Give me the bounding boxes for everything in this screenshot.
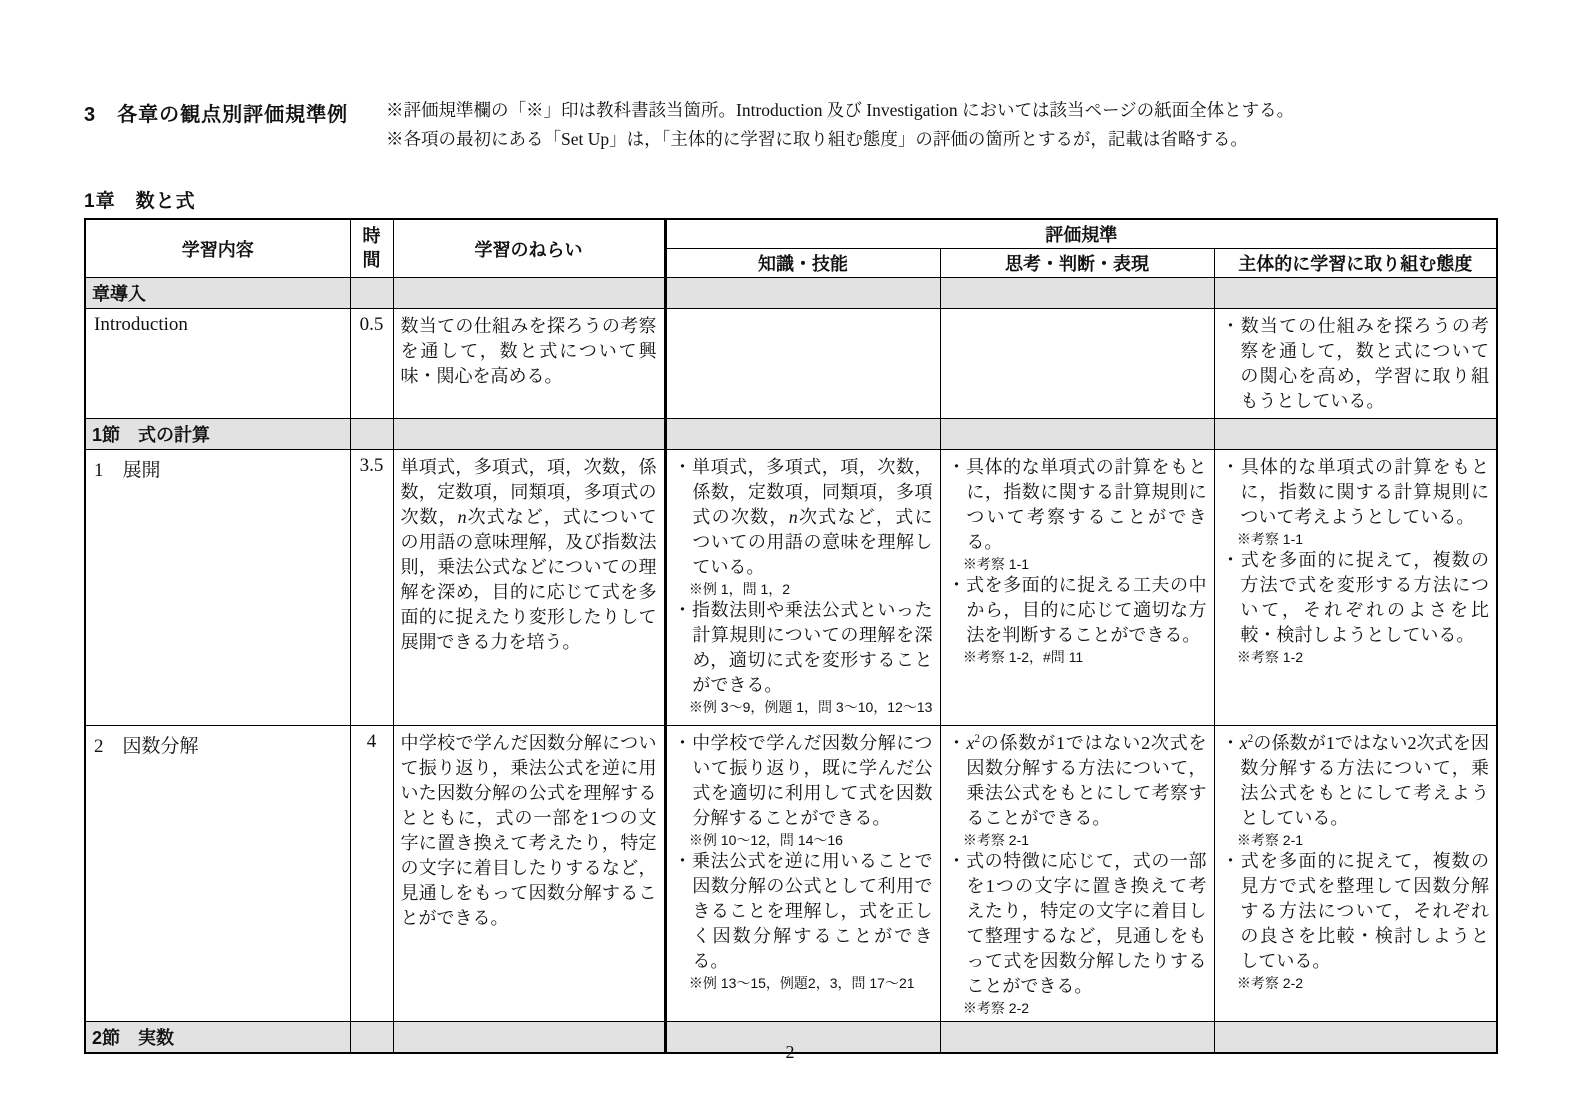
section-label: 章導入 xyxy=(85,278,350,309)
hours-label: 時間 xyxy=(362,226,381,270)
note-ref: ※考察 2-1 xyxy=(962,832,1030,848)
cell-knowledge-skills xyxy=(665,309,940,419)
section-label: 1節 式の計算 xyxy=(85,419,350,450)
bullet-text: ・式を多面的に捉える工夫の中から，目的に応じて適切な方法を判断することができる。 xyxy=(947,575,1207,645)
note-ref: ※例 1，問 1，2 xyxy=(688,581,791,597)
cell-hours: 0.5 xyxy=(350,309,393,419)
cell-thinking-judgment-expression xyxy=(940,278,1214,309)
header-notes xyxy=(386,96,1294,154)
col-header-knowledge-skills: 知識・技能 xyxy=(665,249,940,278)
note-line: ※各項の最初にある「Set Up」は，「主体的に学習に取り組む態度」の評価の箇所とするが，記載は省略する。 xyxy=(386,129,1248,149)
bullet-text: ・式を多面的に捉えて，複数の方法で式を変形する方法について，それぞれのよさを比較・検討しようとしている。 xyxy=(1221,550,1490,645)
bullet-text: ・単項式，多項式，項，次数，係数，定数項，同類項，多項式の次数，n次式など，式についての用語の意味を理解している。 xyxy=(673,457,933,577)
bullet-text: ・指数法則や乗法公式といった計算規則についての理解を深め，適切に式を変形することができる。 xyxy=(673,600,933,695)
note-ref: ※考察 1-1 xyxy=(962,556,1030,572)
section-row xyxy=(85,278,1497,309)
note-ref: ※例 13〜15，例題2，3，問 17〜21 xyxy=(688,975,915,991)
bullet-item xyxy=(1222,849,1490,992)
col-header-learning-content: 学習内容 xyxy=(85,219,350,278)
page-number: 2 xyxy=(785,1042,795,1062)
bullet-item xyxy=(1222,455,1490,548)
cell-hours: 3.5 xyxy=(350,450,393,726)
cell-hours: 4 xyxy=(350,726,393,1022)
bullet-item xyxy=(674,731,933,849)
cell-hours xyxy=(350,278,393,309)
cell-thinking-judgment-expression xyxy=(940,309,1214,419)
bullet-text: ・乗法公式を逆に用いることで因数分解の公式として利用できることを理解し，式を正しく因数分解することができる。 xyxy=(673,851,933,971)
bullet-item xyxy=(1222,731,1490,849)
bullet-text: ・数当ての仕組みを探ろうの考察を通して，数と式についての関心を高め，学習に取り組もうとしている。 xyxy=(1221,316,1490,411)
cell-thinking-judgment-expression xyxy=(940,419,1214,450)
section-row xyxy=(85,419,1497,450)
cell-learning-aim: 数当ての仕組みを探ろうの考察を通して，数と式について興味・関心を高める。 xyxy=(393,309,665,419)
page-title: 3 各章の観点別評価規準例 xyxy=(84,104,349,126)
bullet-text: ・$x^2$の係数が1ではない2次式を因数分解する方法について，乗法公式をもとにして考察することができる。 xyxy=(947,733,1207,828)
cell-learning-content: 1 展開 xyxy=(85,450,350,726)
cell-attitude xyxy=(1214,726,1497,1022)
cell-thinking-judgment-expression xyxy=(940,726,1214,1022)
cell-learning-content: 2 因数分解 xyxy=(85,726,350,1022)
bullet-item xyxy=(674,849,933,992)
cell-knowledge-skills xyxy=(665,419,940,450)
cell-attitude xyxy=(1214,419,1497,450)
note-ref: ※考察 1-2 xyxy=(1236,649,1304,665)
table-header xyxy=(85,219,1497,278)
bullet-item xyxy=(674,598,933,716)
cell-hours xyxy=(350,419,393,450)
cell-learning-aim: 単項式，多項式，項，次数，係数，定数項，同類項，多項式の次数，n次式など，式についての用語の意味理解，及び指数法則，乗法公式などについての理解を深め，目的に応じて式を多面的に捉えたり変形したりして展開できる力を培う。 xyxy=(393,450,665,726)
note-ref: ※考察 2-2 xyxy=(962,1000,1030,1016)
bullet-item xyxy=(1222,548,1490,666)
cell-knowledge-skills xyxy=(665,450,940,726)
evaluation-criteria-table xyxy=(84,218,1498,1054)
col-header-attitude: 主体的に学習に取り組む態度 xyxy=(1214,249,1497,278)
note-ref: ※例 10〜12，問 14〜16 xyxy=(688,832,843,848)
bullet-item xyxy=(1222,314,1490,414)
note-ref: ※例 3〜9，例題 1，問 3〜10，12〜13 xyxy=(688,699,933,715)
bullet-item xyxy=(948,849,1207,1017)
col-header-evaluation-criteria: 評価規準 xyxy=(665,219,1497,249)
bullet-item xyxy=(948,573,1207,666)
cell-learning-aim xyxy=(393,278,665,309)
bullet-text: ・具体的な単項式の計算をもとに，指数に関する計算規則について考えようとしている。 xyxy=(1221,457,1490,527)
table-body xyxy=(85,278,1497,1054)
cell-attitude xyxy=(1214,278,1497,309)
cell-learning-aim: 中学校で学んだ因数分解について振り返り，乗法公式を逆に用いた因数分解の公式を理解するとともに，式の一部を1つの文字に置き換えて考えたり，特定の文字に着目したりするなど，見通しをもって因数分解することができる。 xyxy=(393,726,665,1022)
cell-thinking-judgment-expression xyxy=(940,450,1214,726)
bullet-text: ・中学校で学んだ因数分解について振り返り，既に学んだ公式を適切に利用して式を因数分解することができる。 xyxy=(673,733,933,828)
cell-attitude xyxy=(1214,309,1497,419)
bullet-item xyxy=(674,455,933,598)
chapter-title: 1章 数と式 xyxy=(84,191,196,212)
col-header-hours xyxy=(350,219,393,278)
bullet-text: ・式を多面的に捉えて，複数の見方で式を整理して因数分解する方法について，それぞれの良さを比較・検討しようとしている。 xyxy=(1221,851,1490,971)
bullet-item xyxy=(948,455,1207,573)
document-header xyxy=(84,96,1496,154)
note-ref: ※考察 1-1 xyxy=(1236,531,1304,547)
content-row xyxy=(85,309,1497,419)
section-label: 2節 実数 xyxy=(85,1022,350,1054)
bullet-text: ・式の特徴に応じて，式の一部を1つの文字に置き換えて考えたり，特定の文字に着目して整理するなど，見通しをもって式を因数分解したりすることができる。 xyxy=(947,851,1207,996)
cell-knowledge-skills xyxy=(665,278,940,309)
note-ref: ※考察 1-2，#問 11 xyxy=(962,649,1084,665)
bullet-text: ・具体的な単項式の計算をもとに，指数に関する計算規則について考察することができる。 xyxy=(947,457,1207,552)
content-row xyxy=(85,450,1497,726)
note-ref: ※考察 2-1 xyxy=(1236,832,1304,848)
col-header-learning-aim: 学習のねらい xyxy=(393,219,665,278)
cell-learning-content: Introduction xyxy=(85,309,350,419)
cell-learning-aim xyxy=(393,419,665,450)
note-ref: ※考察 2-2 xyxy=(1236,975,1304,991)
bullet-item xyxy=(948,731,1207,849)
bullet-text: ・$x^2$の係数が1ではない2次式を因数分解する方法について，乗法公式をもとにして考えようとしている。 xyxy=(1221,733,1490,828)
content-row xyxy=(85,726,1497,1022)
cell-attitude xyxy=(1214,450,1497,726)
cell-knowledge-skills xyxy=(665,726,940,1022)
note-line: ※評価規準欄の「※」印は教科書該当箇所。Introduction 及び Investigation においては該当ページの紙面全体とする。 xyxy=(386,100,1295,120)
col-header-thinking-judgment-expression: 思考・判断・表現 xyxy=(940,249,1214,278)
